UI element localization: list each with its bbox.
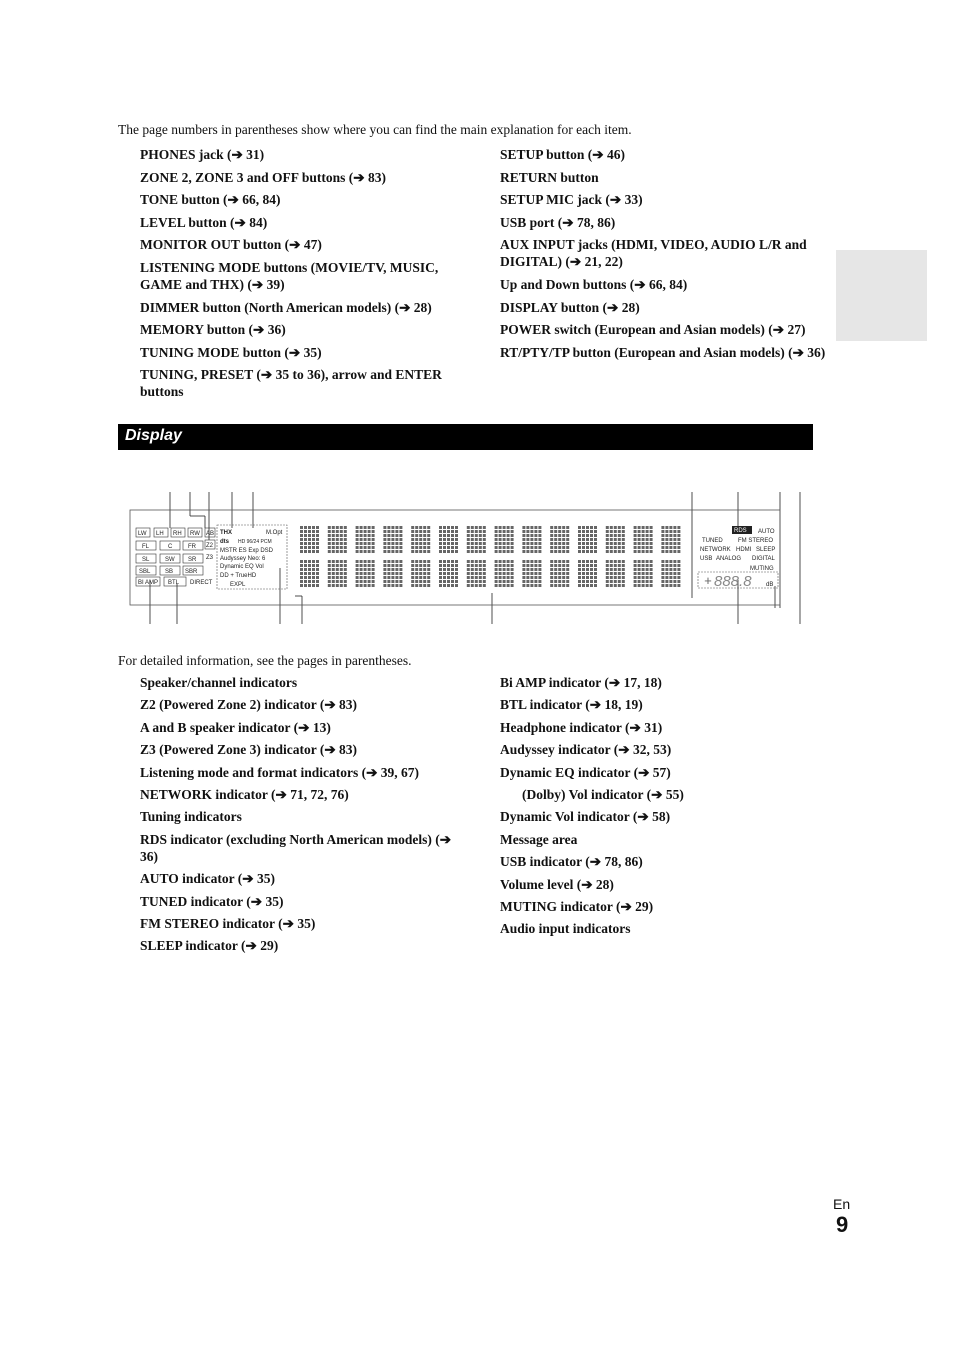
indicators-list-left xyxy=(140,674,470,960)
list-item: DISPLAY button (➔ 28) xyxy=(500,299,640,315)
list-item: LEVEL button (➔ 84) xyxy=(140,214,268,230)
speaker-label: RH xyxy=(173,531,182,537)
list-item: RETURN button xyxy=(500,169,599,185)
speaker-label: Z2 xyxy=(206,543,214,549)
section-header xyxy=(118,424,813,450)
list-item: Speaker/channel indicators xyxy=(140,675,298,690)
speaker-label: SBL xyxy=(139,569,151,575)
bi-amp-label: BI AMP xyxy=(138,580,159,586)
chapter-tab xyxy=(836,250,927,341)
detail-intro-text: For detailed information, see the pages in parentheses. xyxy=(118,653,412,668)
list-item: Dynamic EQ indicator (➔ 57) xyxy=(500,764,671,780)
list-item: Audyssey indicator (➔ 32, 53) xyxy=(500,742,672,758)
speaker-label: SBR xyxy=(185,569,198,575)
list-item: SETUP MIC jack (➔ 33) xyxy=(500,192,643,208)
list-item: BTL indicator (➔ 18, 19) xyxy=(500,697,643,713)
speaker-labels xyxy=(138,531,214,586)
list-item: TUNING MODE button (➔ 35) xyxy=(140,344,322,360)
list-item: Volume level (➔ 28) xyxy=(500,876,614,892)
direct-label: DIRECT xyxy=(190,580,213,586)
analog-label: ANALOG xyxy=(716,556,742,562)
mstr-label: MSTR ES Exp DSD xyxy=(220,548,274,554)
speaker-label: SB xyxy=(165,569,174,575)
list-item: Dynamic Vol indicator (➔ 58) xyxy=(500,809,671,825)
list-item: AUX INPUT jacks (HDMI, VIDEO, AUDIO L/R and DIGITAL) (➔ 21, 22) xyxy=(500,237,807,270)
list-item: POWER switch (European and Asian models) (➔ 27) xyxy=(500,322,806,338)
svg-text:888.8: 888.8 xyxy=(714,573,752,590)
list-item: USB indicator (➔ 78, 86) xyxy=(500,854,643,870)
network-label: NETWORK xyxy=(700,547,731,553)
list-item: DIMMER button (North American models) (➔ 28) xyxy=(140,299,432,315)
speaker-label: C xyxy=(168,544,173,550)
list-item: Z3 (Powered Zone 3) indicator (➔ 83) xyxy=(140,742,358,758)
buttons-list-left xyxy=(140,146,470,406)
list-item: NETWORK indicator (➔ 71, 72, 76) xyxy=(140,786,349,802)
speaker-label: FL xyxy=(142,544,150,550)
section-title: Display xyxy=(125,427,182,444)
list-item: Headphone indicator (➔ 31) xyxy=(500,719,663,735)
list-item: SLEEP indicator (➔ 29) xyxy=(140,938,279,954)
list-item: ZONE 2, ZONE 3 and OFF buttons (➔ 83) xyxy=(140,169,386,185)
list-item: Bi AMP indicator (➔ 17, 18) xyxy=(500,675,662,690)
rds-label: RDS xyxy=(734,528,747,534)
dts-label: dts xyxy=(220,539,229,545)
list-item: Audio input indicators xyxy=(500,921,631,937)
auto-label: AUTO xyxy=(758,529,775,535)
display-diagram xyxy=(120,488,820,633)
hd-pcm-label: HD 96/24 PCM xyxy=(238,539,272,545)
thx-label: THX xyxy=(220,530,232,536)
list-item: FM STEREO indicator (➔ 35) xyxy=(140,915,316,931)
btl-label: BTL xyxy=(168,580,180,586)
list-item: MEMORY button (➔ 36) xyxy=(140,322,286,338)
intro-text: The page numbers in parentheses show where you can find the main explanation for each item. xyxy=(118,122,632,137)
list-item: A and B speaker indicator (➔ 13) xyxy=(140,719,331,735)
list-item: AUTO indicator (➔ 35) xyxy=(140,871,275,887)
speaker-label: SR xyxy=(188,557,197,563)
speaker-label: AB xyxy=(206,531,215,537)
list-item: TUNED indicator (➔ 35) xyxy=(140,893,284,909)
list-item: Tuning indicators xyxy=(140,809,242,825)
format-labels xyxy=(220,530,283,588)
speaker-label: RW xyxy=(190,531,200,537)
list-item: Message area xyxy=(500,831,578,847)
message-area xyxy=(300,526,680,587)
mopt-label: M.Opt xyxy=(266,530,283,536)
language-label: En xyxy=(833,1196,851,1212)
list-item: USB port (➔ 78, 86) xyxy=(500,214,616,230)
list-item: RT/PTY/TP button (European and Asian models) (➔ 36) xyxy=(500,344,826,360)
expl-label: EXPL xyxy=(230,582,246,588)
speaker-label: LH xyxy=(156,531,164,537)
list-item: SETUP button (➔ 46) xyxy=(500,147,625,162)
dd-label: DD + TrueHD xyxy=(220,573,257,579)
list-item: MUTING indicator (➔ 29) xyxy=(500,898,654,914)
list-item: TUNING, PRESET (➔ 35 to 36), arrow and ENTER buttons xyxy=(140,367,442,400)
fm-stereo-label: FM STEREO xyxy=(738,538,774,544)
list-item: RDS indicator (excluding North American models) (➔ 36) xyxy=(140,831,452,864)
sleep-label: SLEEP xyxy=(756,547,776,553)
audyssey-label: Audyssey Neo: 6 xyxy=(220,556,266,562)
list-item: Listening mode and format indicators (➔ 39, 67) xyxy=(140,764,420,780)
db-label: dB xyxy=(766,582,774,588)
list-item: TONE button (➔ 66, 84) xyxy=(140,192,281,208)
hdmi-label: HDMI xyxy=(736,547,752,553)
right-indicators xyxy=(698,526,778,590)
svg-text:+: + xyxy=(704,573,712,588)
list-item: PHONES jack (➔ 31) xyxy=(140,147,265,162)
digital-label: DIGITAL xyxy=(752,556,775,562)
list-item: LISTENING MODE buttons (MOVIE/TV, MUSIC, GAME and THX) (➔ 39) xyxy=(140,259,439,292)
speaker-label: LW xyxy=(138,531,147,537)
page-number: 9 xyxy=(836,1212,849,1237)
indicators-list-right xyxy=(500,674,830,943)
speaker-label: SL xyxy=(142,557,150,563)
buttons-list-right xyxy=(500,146,830,366)
speaker-label: FR xyxy=(188,544,196,550)
dyn-eq-label: Dynamic EQ Vol xyxy=(220,564,264,570)
tuned-label: TUNED xyxy=(702,538,723,544)
list-item: MONITOR OUT button (➔ 47) xyxy=(140,237,322,253)
list-item: Z2 (Powered Zone 2) indicator (➔ 83) xyxy=(140,697,358,713)
muting-label: MUTING xyxy=(750,566,774,572)
list-item: (Dolby) Vol indicator (➔ 55) xyxy=(522,786,684,802)
usb-label: USB xyxy=(700,556,713,562)
list-item: Up and Down buttons (➔ 66, 84) xyxy=(500,276,688,292)
speaker-label: Z3 xyxy=(206,555,214,561)
speaker-label: SW xyxy=(165,557,175,563)
